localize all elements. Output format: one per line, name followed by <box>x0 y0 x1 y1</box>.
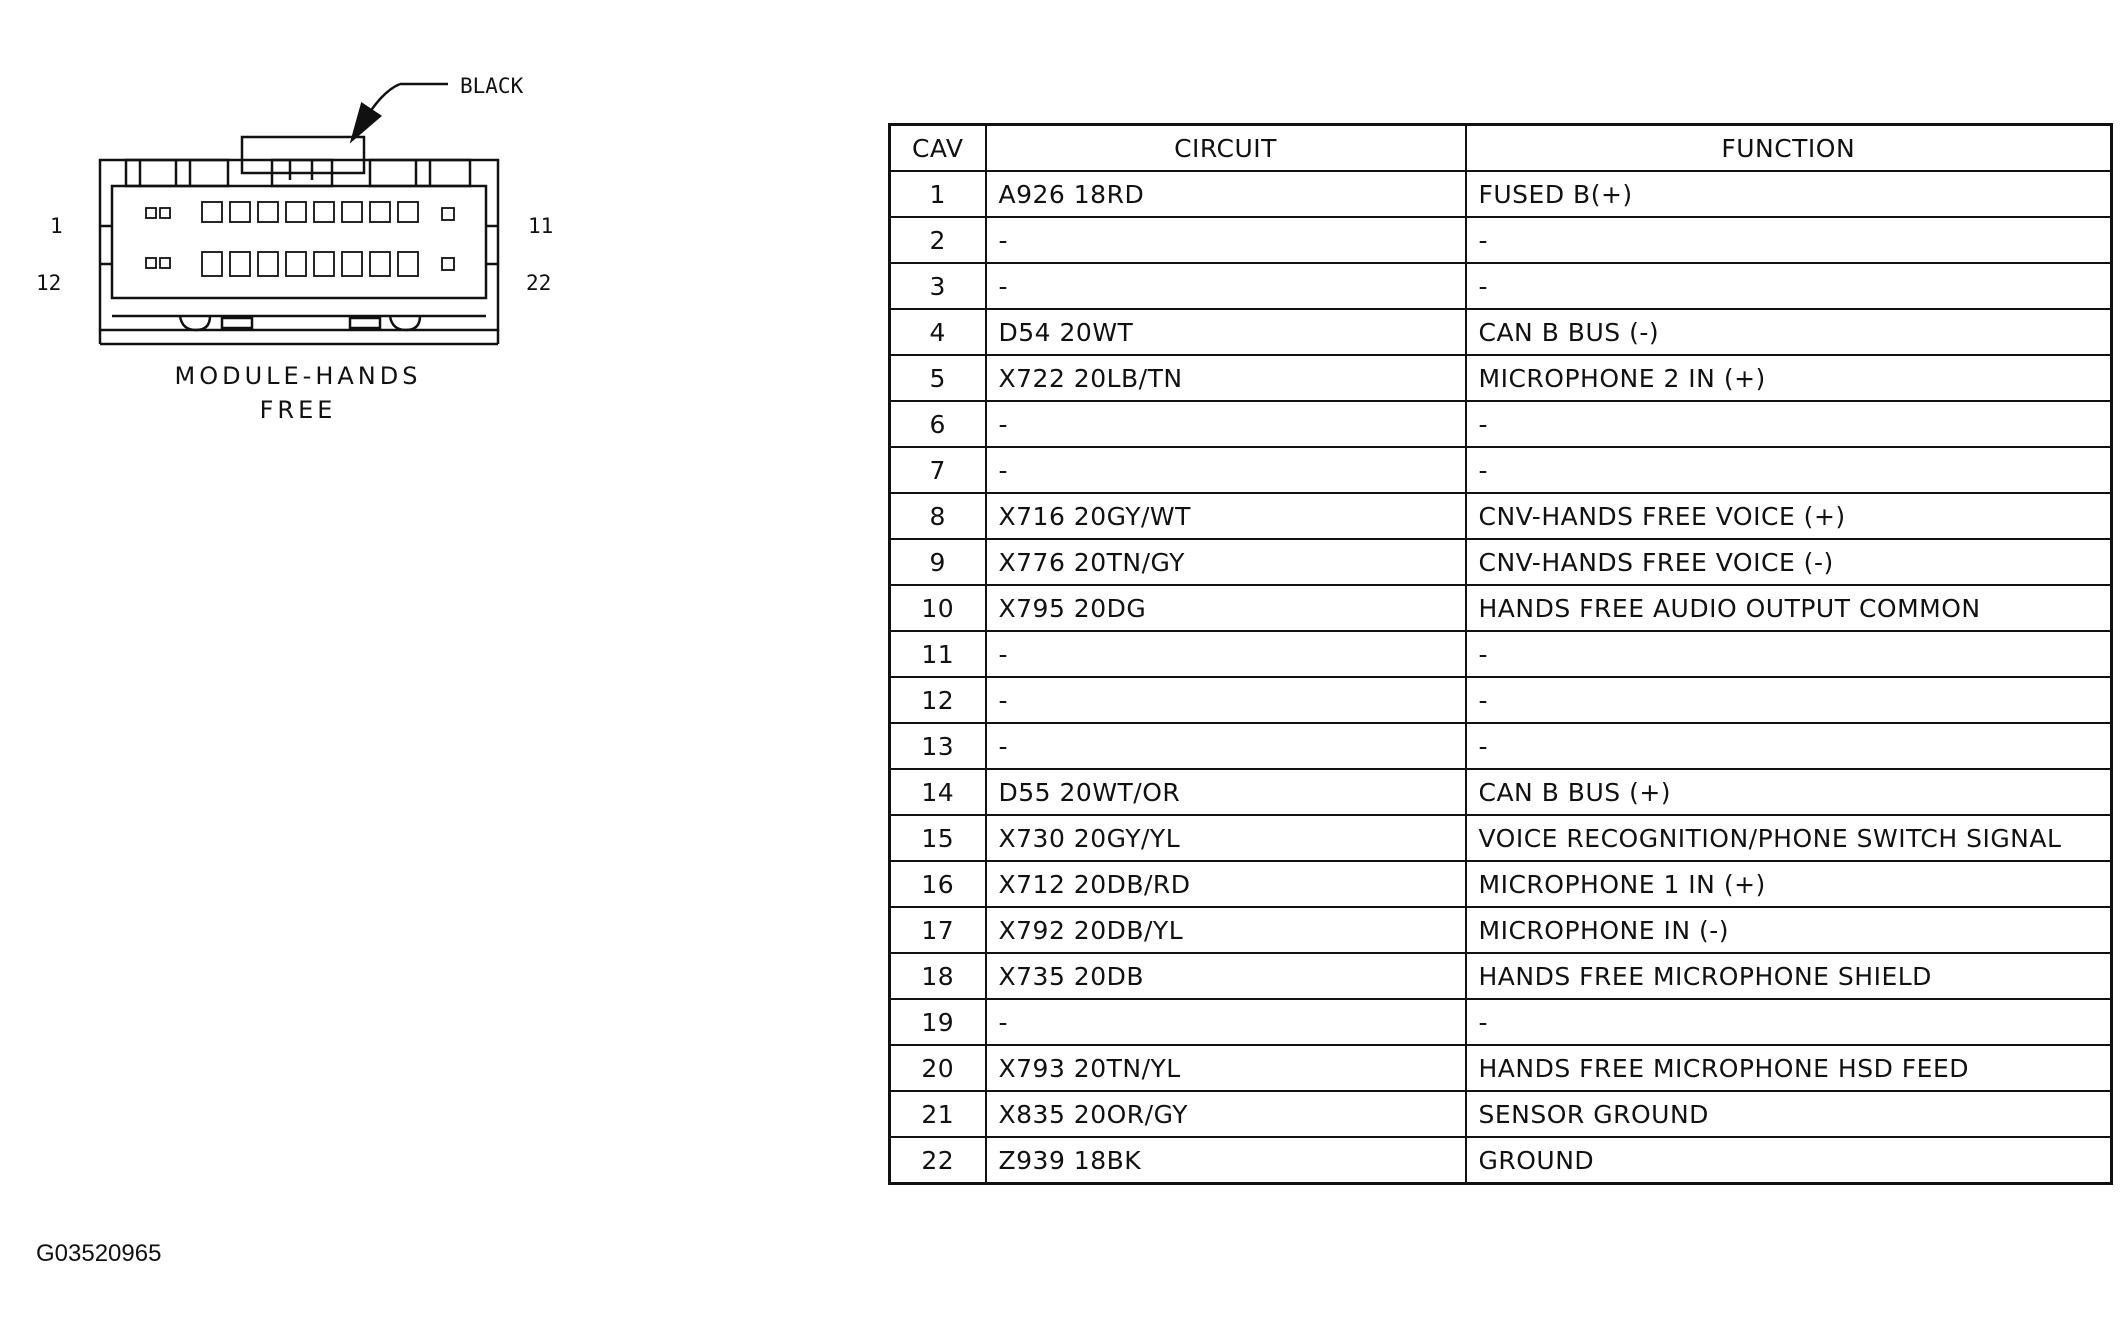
module-name-line1: MODULE-HANDS <box>174 362 422 390</box>
circuit-cell: - <box>986 631 1466 677</box>
circuit-cell: D54 20WT <box>986 309 1466 355</box>
function-cell: - <box>1466 631 2112 677</box>
function-cell: SENSOR GROUND <box>1466 1091 2112 1137</box>
header-cav: CAV <box>890 125 986 172</box>
circuit-cell: - <box>986 447 1466 493</box>
cav-cell: 11 <box>890 631 986 677</box>
circuit-cell: - <box>986 999 1466 1045</box>
function-cell: HANDS FREE MICROPHONE SHIELD <box>1466 953 2112 999</box>
circuit-cell: - <box>986 677 1466 723</box>
cav-cell: 21 <box>890 1091 986 1137</box>
function-cell: CNV-HANDS FREE VOICE (-) <box>1466 539 2112 585</box>
cav-cell: 20 <box>890 1045 986 1091</box>
table-row <box>890 401 2112 447</box>
function-cell: HANDS FREE AUDIO OUTPUT COMMON <box>1466 585 2112 631</box>
function-cell: MICROPHONE 2 IN (+) <box>1466 355 2112 401</box>
circuit-cell: X835 20OR/GY <box>986 1091 1466 1137</box>
cav-cell: 19 <box>890 999 986 1045</box>
pin-label-22: 22 <box>526 271 552 295</box>
terminal-cavities <box>146 202 454 276</box>
circuit-cell: - <box>986 401 1466 447</box>
cav-cell: 13 <box>890 723 986 769</box>
table-row <box>890 171 2112 217</box>
circuit-cell: X716 20GY/WT <box>986 493 1466 539</box>
connector-color-label: BLACK <box>460 74 524 98</box>
table-row <box>890 539 2112 585</box>
function-cell: VOICE RECOGNITION/PHONE SWITCH SIGNAL <box>1466 815 2112 861</box>
pin-label-11: 11 <box>528 214 554 238</box>
circuit-cell: X793 20TN/YL <box>986 1045 1466 1091</box>
cav-cell: 7 <box>890 447 986 493</box>
table-row <box>890 217 2112 263</box>
cav-cell: 2 <box>890 217 986 263</box>
circuit-cell: X795 20DG <box>986 585 1466 631</box>
circuit-cell: D55 20WT/OR <box>986 769 1466 815</box>
table-header-row <box>890 125 2112 172</box>
table-body <box>890 171 2112 1184</box>
function-cell: - <box>1466 217 2112 263</box>
connector-diagram <box>0 0 620 460</box>
table-row <box>890 907 2112 953</box>
circuit-cell: - <box>986 723 1466 769</box>
function-cell: CAN B BUS (-) <box>1466 309 2112 355</box>
function-cell: CNV-HANDS FREE VOICE (+) <box>1466 493 2112 539</box>
pin-label-1: 1 <box>50 214 63 238</box>
cav-cell: 3 <box>890 263 986 309</box>
circuit-cell: A926 18RD <box>986 171 1466 217</box>
table-row <box>890 263 2112 309</box>
circuit-cell: X776 20TN/GY <box>986 539 1466 585</box>
table-row <box>890 953 2112 999</box>
circuit-cell: X730 20GY/YL <box>986 815 1466 861</box>
cav-cell: 9 <box>890 539 986 585</box>
function-cell: - <box>1466 999 2112 1045</box>
cav-cell: 18 <box>890 953 986 999</box>
cav-cell: 15 <box>890 815 986 861</box>
circuit-cell: X722 20LB/TN <box>986 355 1466 401</box>
function-cell: MICROPHONE 1 IN (+) <box>1466 861 2112 907</box>
table-row <box>890 1045 2112 1091</box>
table-row <box>890 1091 2112 1137</box>
function-cell: HANDS FREE MICROPHONE HSD FEED <box>1466 1045 2112 1091</box>
table-row <box>890 861 2112 907</box>
table-row <box>890 631 2112 677</box>
function-cell: FUSED B(+) <box>1466 171 2112 217</box>
circuit-cell: X735 20DB <box>986 953 1466 999</box>
function-cell: - <box>1466 447 2112 493</box>
cav-cell: 6 <box>890 401 986 447</box>
circuit-cell: X792 20DB/YL <box>986 907 1466 953</box>
cav-cell: 22 <box>890 1137 986 1184</box>
function-cell: - <box>1466 263 2112 309</box>
module-name-line2: FREE <box>259 396 337 424</box>
table-row <box>890 447 2112 493</box>
table-row <box>890 815 2112 861</box>
callout-arrow <box>352 84 448 140</box>
cav-cell: 12 <box>890 677 986 723</box>
cav-cell: 8 <box>890 493 986 539</box>
pin-label-12: 12 <box>36 271 62 295</box>
circuit-cell: - <box>986 263 1466 309</box>
function-cell: - <box>1466 401 2112 447</box>
function-cell: - <box>1466 677 2112 723</box>
connector-body <box>100 137 498 344</box>
cav-cell: 10 <box>890 585 986 631</box>
cav-cell: 16 <box>890 861 986 907</box>
table-row <box>890 769 2112 815</box>
table-row <box>890 999 2112 1045</box>
circuit-cell: Z939 18BK <box>986 1137 1466 1184</box>
cav-cell: 4 <box>890 309 986 355</box>
pinout-table <box>888 123 2113 1185</box>
circuit-cell: X712 20DB/RD <box>986 861 1466 907</box>
table-row <box>890 309 2112 355</box>
function-cell: CAN B BUS (+) <box>1466 769 2112 815</box>
cav-cell: 5 <box>890 355 986 401</box>
circuit-cell: - <box>986 217 1466 263</box>
table-row <box>890 677 2112 723</box>
cav-cell: 17 <box>890 907 986 953</box>
function-cell: - <box>1466 723 2112 769</box>
table-row <box>890 355 2112 401</box>
table-row <box>890 585 2112 631</box>
header-function: FUNCTION <box>1466 125 2112 172</box>
function-cell: GROUND <box>1466 1137 2112 1184</box>
table-row <box>890 493 2112 539</box>
table-row <box>890 1137 2112 1184</box>
table-row <box>890 723 2112 769</box>
cav-cell: 14 <box>890 769 986 815</box>
function-cell: MICROPHONE IN (-) <box>1466 907 2112 953</box>
figure-id: G03520965 <box>36 1240 162 1267</box>
cav-cell: 1 <box>890 171 986 217</box>
header-circuit: CIRCUIT <box>986 125 1466 172</box>
